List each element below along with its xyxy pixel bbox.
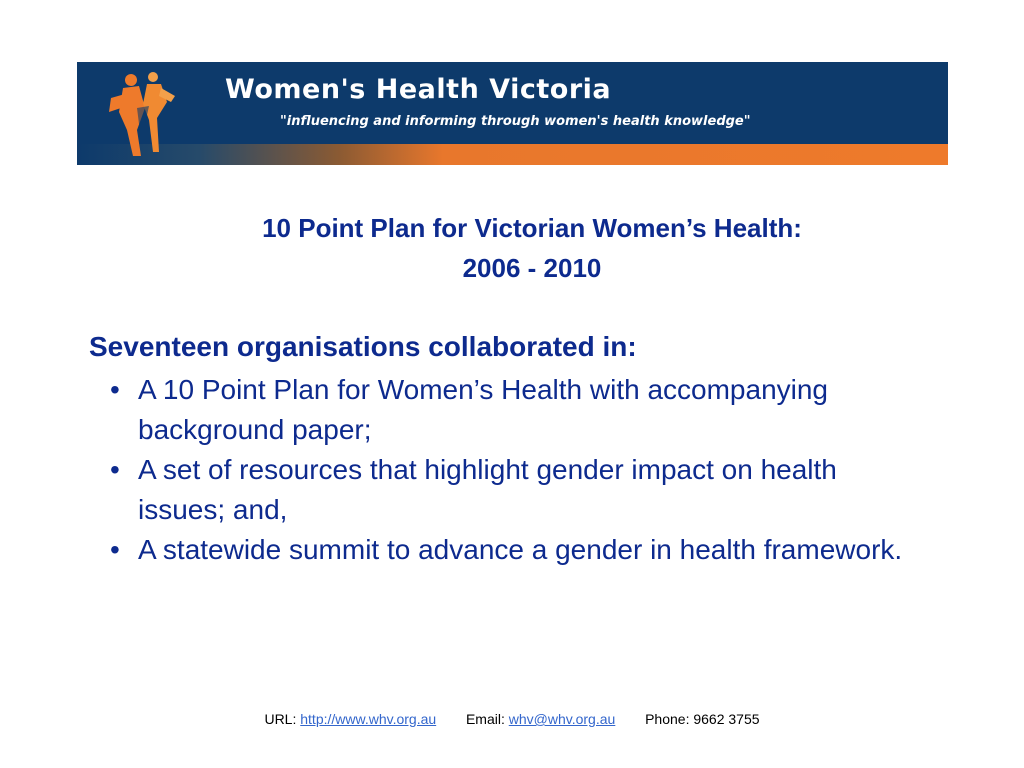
contact-footer bbox=[0, 711, 1024, 727]
list-item bbox=[110, 530, 930, 570]
list-item bbox=[110, 370, 930, 450]
organization-tagline: "influencing and informing through women's health knowledge" bbox=[280, 114, 751, 129]
bullet-text: A 10 Point Plan for Women’s Health with accompanying background paper; bbox=[138, 374, 829, 445]
organization-name: Women's Health Victoria bbox=[225, 74, 612, 105]
figures-logo-icon bbox=[101, 68, 179, 162]
bullet-text: A statewide summit to advance a gender in health framework. bbox=[138, 534, 903, 565]
phone-number: Phone: 9662 3755 bbox=[645, 711, 760, 727]
bullet-icon: • bbox=[110, 454, 120, 485]
email-label: Email: bbox=[465, 711, 505, 727]
website-link[interactable]: http://www.whv.org.au bbox=[300, 711, 437, 727]
url-label: URL: bbox=[264, 711, 297, 727]
list-item bbox=[110, 450, 930, 530]
header-banner bbox=[77, 62, 948, 165]
bullet-icon: • bbox=[110, 374, 120, 405]
slide-title-line-2: 2006 - 2010 bbox=[462, 253, 602, 283]
section-heading: Seventeen organisations collaborated in: bbox=[89, 331, 637, 362]
bullet-text: A set of resources that highlight gender impact on health issues; and, bbox=[138, 454, 837, 525]
slide-title-line-1: 10 Point Plan for Victorian Women’s Health: bbox=[262, 213, 802, 243]
banner-orange-stripe bbox=[77, 144, 948, 165]
email-link[interactable]: whv@whv.org.au bbox=[508, 711, 616, 727]
slide-title bbox=[150, 208, 914, 288]
bullet-icon: • bbox=[110, 534, 120, 565]
bullet-list bbox=[110, 370, 930, 570]
